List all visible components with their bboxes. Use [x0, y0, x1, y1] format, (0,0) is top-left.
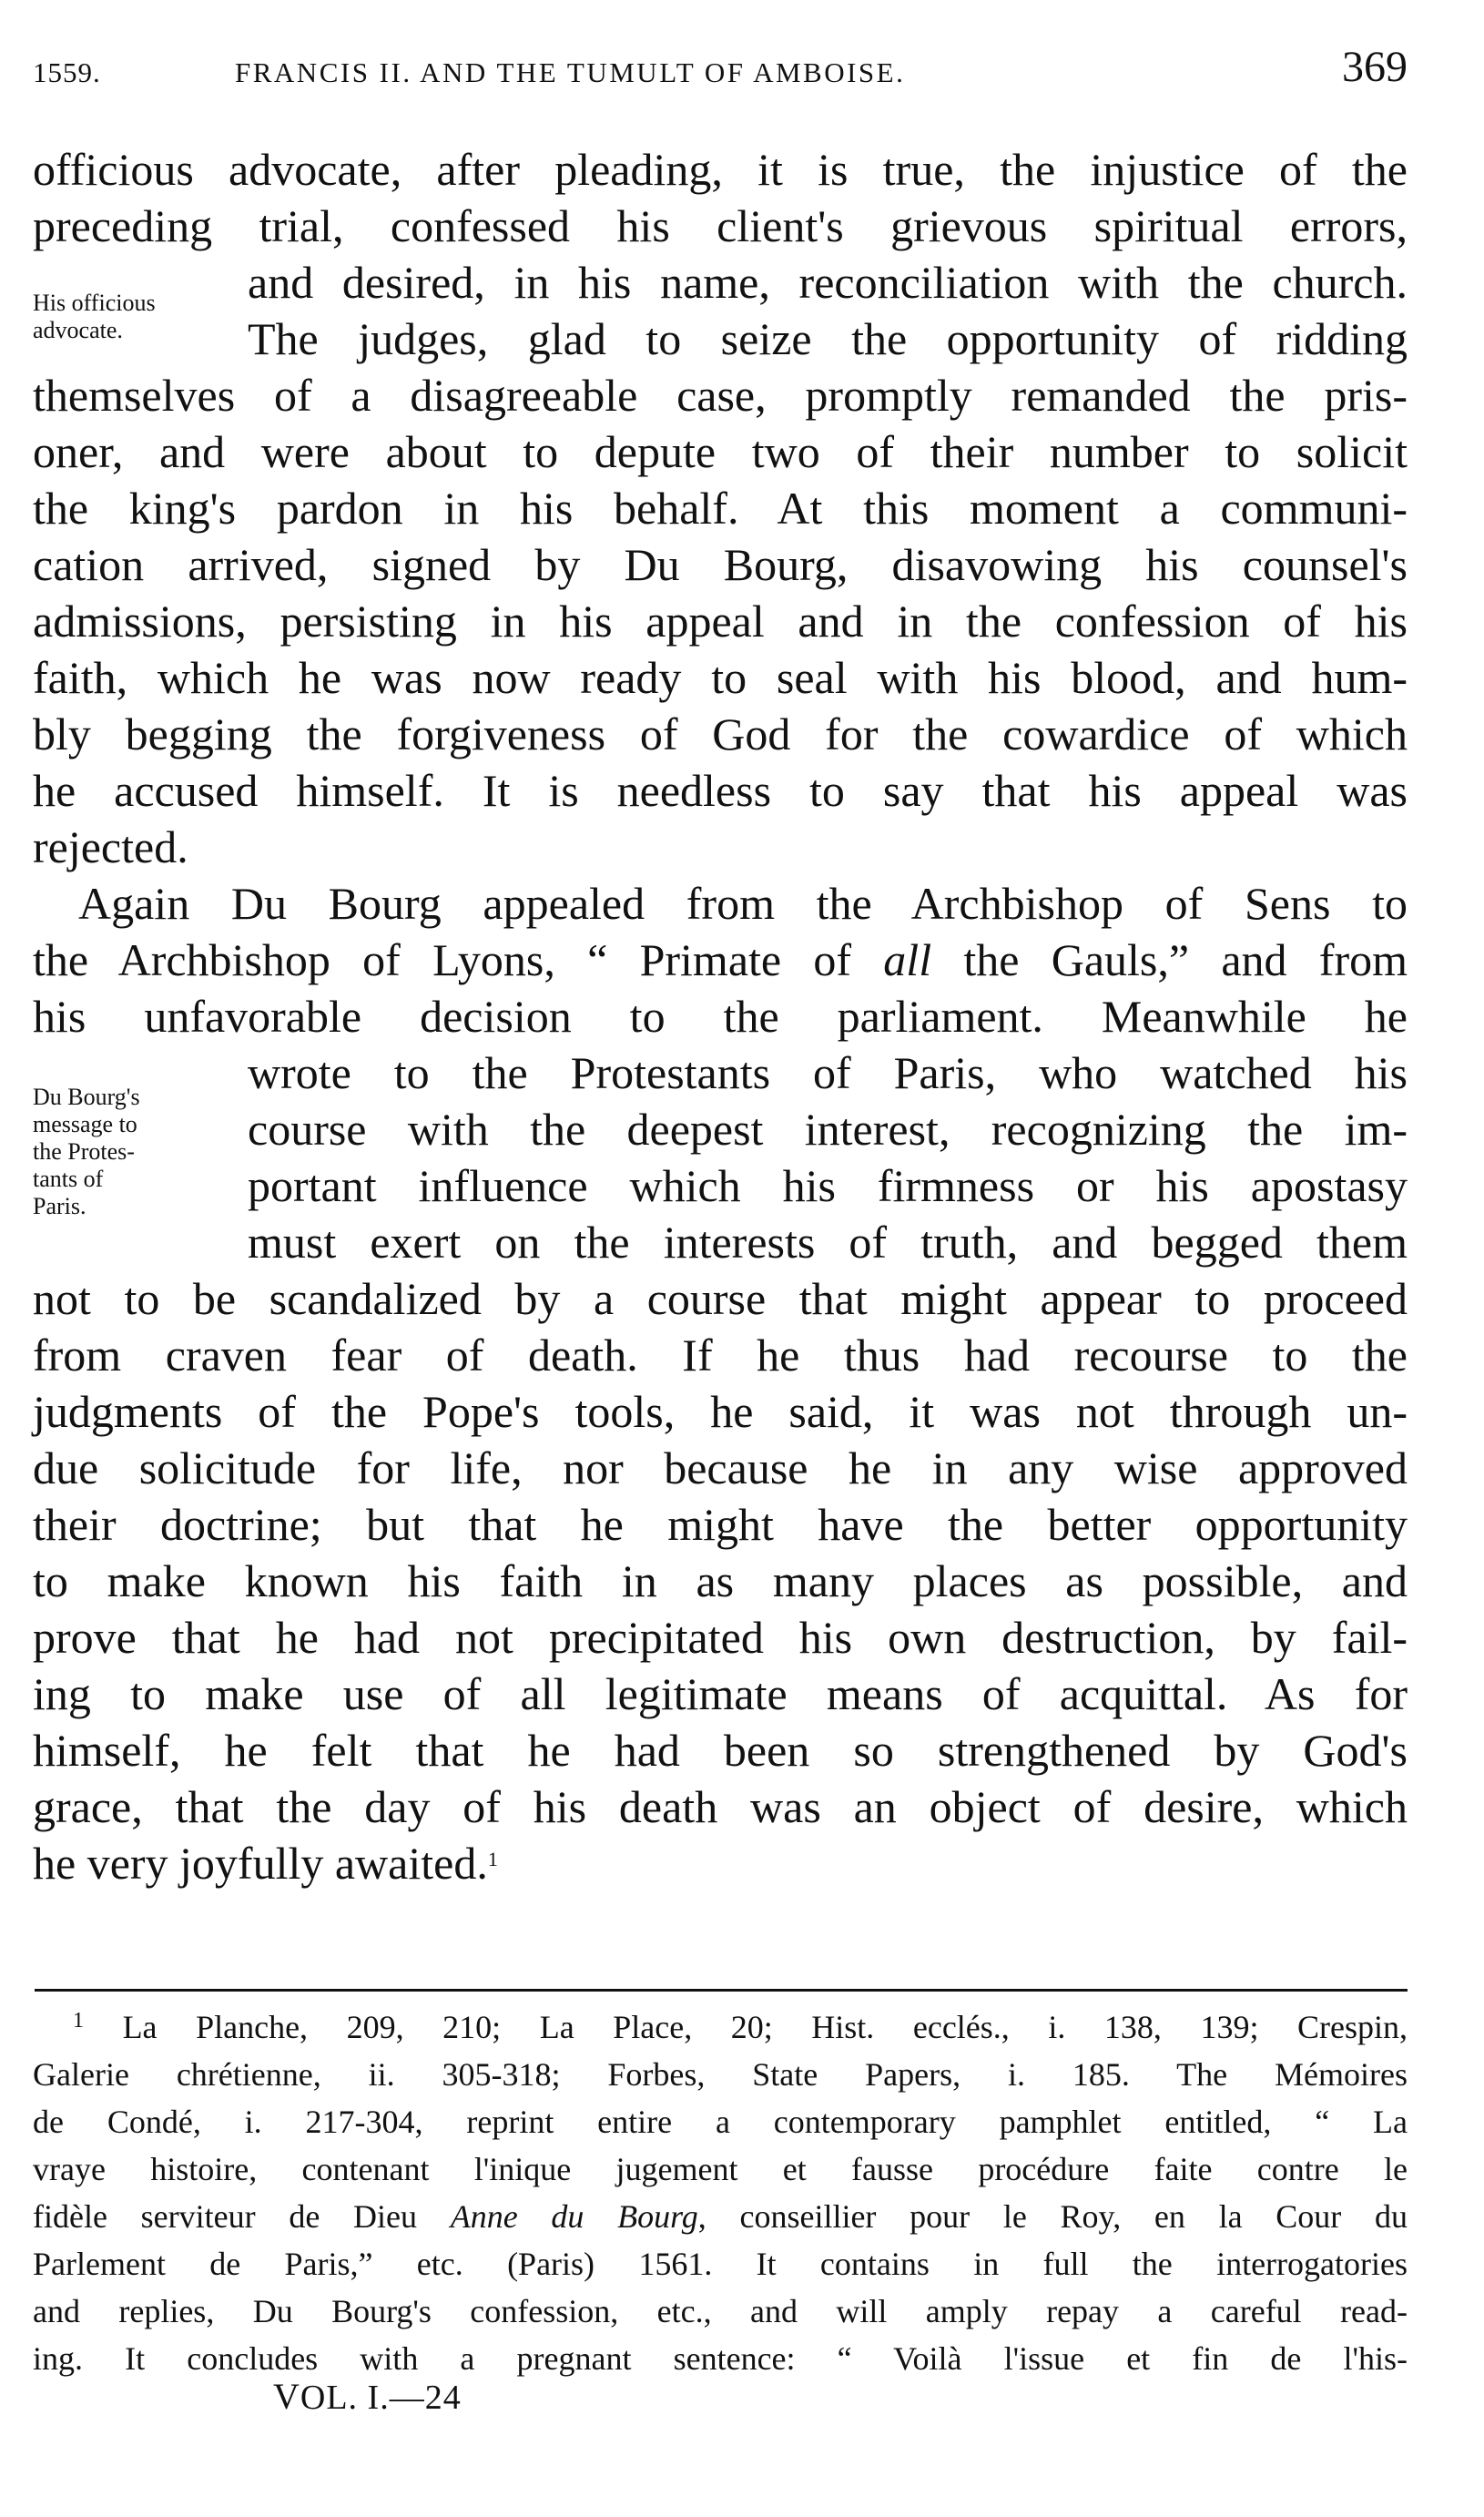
footnote-line: Parlement de Paris,” etc. (Paris) 1561. It contains in full the interrogatories [33, 2246, 1408, 2282]
body-line: Again Du Bourg appealed from the Archbishop of Sens to [78, 878, 1408, 929]
body-line: oner, and were about to depute two of their number to solicit [33, 426, 1408, 477]
body-line: prove that he had not precipitated his own destruction, by fail- [33, 1612, 1408, 1663]
text-run: the Gauls,” and from [931, 934, 1408, 985]
body-line: not to be scandalized by a course that might appear to proceed [33, 1273, 1408, 1324]
header-year: 1559. [33, 56, 101, 88]
body-line: his unfavorable decision to the parliament. Meanwhile he [33, 991, 1408, 1042]
body-line: he accused himself. It is needless to say that his appeal was [33, 765, 1408, 816]
body-line: portant influence which his firmness or his apostasy [248, 1160, 1408, 1211]
marginal-note-line: Du Bourg's [33, 1084, 140, 1110]
marginal-note-line: Paris. [33, 1193, 86, 1219]
text-run: he very joyfully awaited. [33, 1838, 488, 1889]
text-run: , conseillier pour le Roy, en la Cour du [697, 2198, 1408, 2235]
footnote-marker: 1 [73, 2009, 84, 2033]
body-line: from craven fear of death. If he thus had recourse to the [33, 1330, 1408, 1381]
body-line: course with the deepest interest, recognizing the im- [248, 1104, 1408, 1155]
body-line: judgments of the Pope's tools, he said, it was not through un- [33, 1386, 1408, 1437]
body-line: themselves of a disagreeable case, promptly remanded the pris- [33, 370, 1408, 421]
text-run: V [273, 2376, 300, 2417]
body-line: faith, which he was now ready to seal with his blood, and hum- [33, 652, 1408, 703]
footnote-reference: 1 [487, 1848, 498, 1870]
body-line [33, 1835, 1408, 1891]
running-header [33, 36, 1408, 100]
body-line: himself, he felt that he had been so strengthened by God's [33, 1725, 1408, 1776]
footnote-rule [35, 1989, 1408, 1992]
emphasis-all: all [883, 934, 932, 985]
body-line: cation arrived, signed by Du Bourg, disavowing his counsel's [33, 539, 1408, 590]
body-line: wrote to the Protestants of Paris, who watched his [248, 1047, 1408, 1098]
marginal-note-line: the Protes- [33, 1138, 135, 1165]
footnote-line: de Condé, i. 217-304, reprint entire a contemporary pamphlet entitled, “ La [33, 2104, 1408, 2140]
marginal-note-message [33, 1084, 233, 1220]
body-line: rejected. [33, 821, 188, 872]
footnote-line [33, 2003, 1408, 2051]
footnote-line [33, 2193, 1408, 2240]
body-line: bly begging the forgiveness of God for the cowardice of which [33, 708, 1408, 759]
body-line: admissions, persisting in his appeal and in the confession of his [33, 596, 1408, 647]
body-line: the king's pardon in his behalf. At this moment a communi- [33, 483, 1408, 534]
marginal-note-line: message to [33, 1111, 137, 1137]
volume-signature [273, 2375, 462, 2418]
body-line: ing to make use of all legitimate means of acquittal. As for [33, 1668, 1408, 1719]
marginal-note-advocate [33, 290, 233, 344]
footnote-line: Galerie chrétienne, ii. 305-318; Forbes, State Papers, i. 185. The Mémoires [33, 2056, 1408, 2093]
body-line: preceding trial, confessed his client's grievous spiritual errors, [33, 200, 1408, 251]
body-line: to make known his faith in as many places as possible, and [33, 1555, 1408, 1606]
footnote-line: ing. It concludes with a pregnant sentence: “ Voilà l'issue et fin de l'his- [33, 2340, 1408, 2377]
body-line: must exert on the interests of truth, and begged them [248, 1217, 1408, 1268]
body-line: their doctrine; but that he might have the better opportunity [33, 1499, 1408, 1550]
text-run: the Archbishop of Lyons, “ Primate of [33, 934, 884, 985]
footnote-line: vraye histoire, contenant l'inique jugement et fausse procédure faite contre le [33, 2151, 1408, 2187]
text-run: OL. I.—24 [300, 2379, 462, 2417]
footnote-line: and replies, Du Bourg's confession, etc., and will amply repay a careful read- [33, 2293, 1408, 2329]
header-title: FRANCIS II. AND THE TUMULT OF AMBOISE. [235, 56, 906, 88]
body-line: The judges, glad to seize the opportunity of ridding [248, 313, 1408, 364]
marginal-note-line: His officious [33, 290, 156, 316]
text-run: La Planche, 209, 210; La Place, 20; Hist. ecclés., i. 138, 139; Crespin, [122, 2009, 1408, 2045]
body-line: and desired, in his name, reconciliation with the church. [248, 257, 1408, 308]
marginal-note-line: advocate. [33, 317, 123, 343]
body-line: officious advocate, after pleading, it is true, the injustice of the [33, 144, 1408, 195]
page-number: 369 [1342, 43, 1408, 91]
body-line: grace, that the day of his death was an object of desire, which [33, 1781, 1408, 1832]
text-run: fidèle serviteur de Dieu [33, 2198, 451, 2235]
marginal-note-line: tants of [33, 1166, 104, 1192]
body-line: due solicitude for life, nor because he in any wise approved [33, 1442, 1408, 1493]
body-line [33, 932, 1408, 988]
emphasis-anne-du-bourg: Anne du Bourg [450, 2198, 698, 2235]
